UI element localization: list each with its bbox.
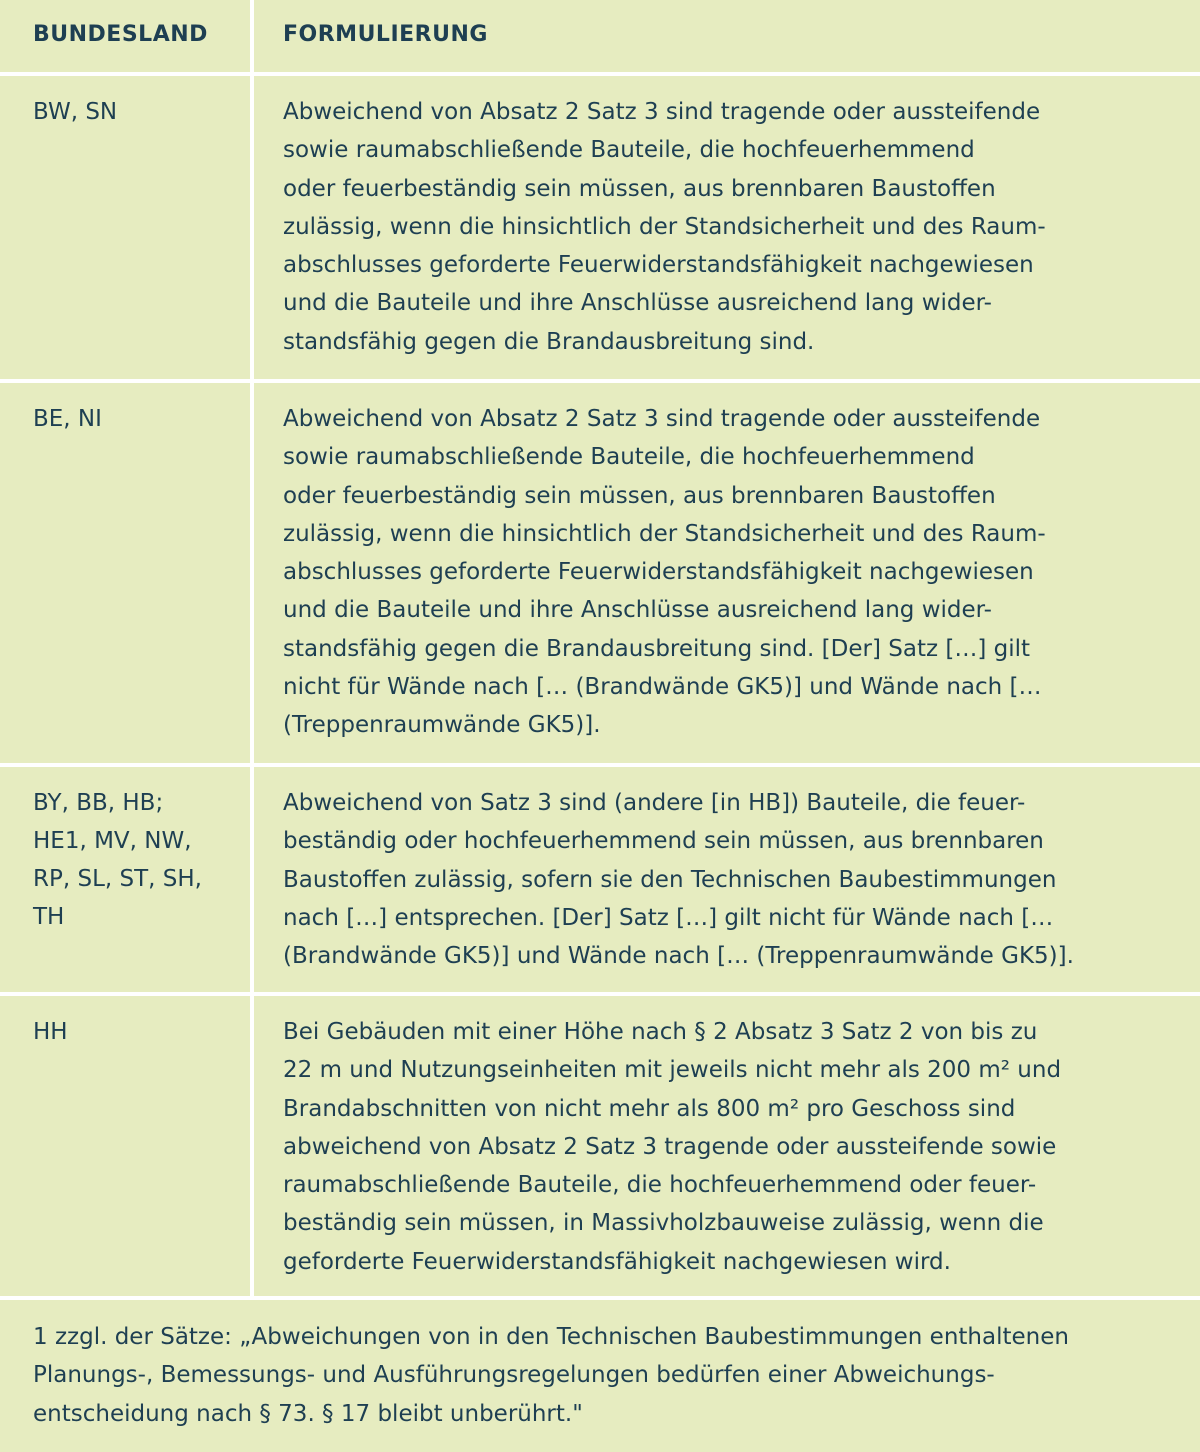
header-label-bundesland: BUNDESLAND bbox=[33, 22, 208, 47]
table-header-row bbox=[0, 0, 1200, 72]
text-cell bbox=[254, 767, 1200, 992]
land-label: HH bbox=[33, 1019, 68, 1045]
table-row bbox=[0, 76, 1200, 379]
column-divider bbox=[250, 0, 254, 1296]
regulation-text: Bei Gebäuden mit einer Höhe nach § 2 Absatz 3 Satz 2 von bis zu 22 m und Nutzungseinheiten mit jeweils nicht mehr als 200 m² und Brandabschnitten von nicht mehr als 800 m² pro Geschoss sind abweichend von Absatz 2 Satz 3 tragende oder aussteifende sowie raumabschließende Bauteile, die hochfeuerhemmend oder feuer- beständig sein müssen, in Massivholzbauweise zulässig, wenn die geforderte Feuerwiderstandsfähigkeit nachgewiesen wird. bbox=[283, 1019, 1062, 1275]
header-cell-formulierung bbox=[254, 0, 1200, 72]
land-cell bbox=[0, 767, 250, 992]
row-divider bbox=[0, 1296, 1200, 1300]
land-cell bbox=[0, 383, 250, 763]
land-cell bbox=[0, 996, 250, 1296]
table-row bbox=[0, 383, 1200, 763]
text-cell bbox=[254, 76, 1200, 379]
text-cell bbox=[254, 383, 1200, 763]
regulation-text: Abweichend von Absatz 2 Satz 3 sind tragende oder aussteifende sowie raumabschließende Bauteile, die hochfeuerhemmend oder feuerbeständig sein müssen, aus brennbaren Baustoffen zulässig, wenn die hinsichtlich der Standsicherheit und des Raum- abschlusses geforderte Feuerwiderstandsfähigkeit nachgewiesen und die Bauteile und ihre Anschlüsse ausreichend lang wider- standsfähig gegen die Brandausbreitung sind. [Der] Satz […] gilt nicht für Wände nach [… (Brandwände GK5)] und Wände nach [… (Treppenraumwände GK5)]. bbox=[283, 406, 1046, 739]
regulation-text: Abweichend von Satz 3 sind (andere [in HB]) Bauteile, die feuer- beständig oder hochfeuerhemmend sein müssen, aus brennbaren Baustoffen zulässig, sofern sie den Technischen Baubestimmungen nach […] entsprechen. [Der] Satz […] gilt nicht für Wände nach [… (Brandwände GK5)] und Wände nach [… (Treppenraumwände GK5)]. bbox=[283, 790, 1074, 970]
header-cell-bundesland bbox=[0, 0, 250, 72]
header-label-formulierung: FORMULIERUNG bbox=[283, 22, 488, 47]
regulation-text: Abweichend von Absatz 2 Satz 3 sind tragende oder aussteifende sowie raumabschließende Bauteile, die hochfeuerhemmend oder feuerbeständig sein müssen, aus brennbaren Baustoffen zulässig, wenn die hinsichtlich der Standsicherheit und des Raum- abschlusses geforderte Feuerwiderstandsfähigkeit nachgewiesen und die Bauteile und ihre Anschlüsse ausreichend lang wider- standsfähig gegen die Brandausbreitung sind. bbox=[283, 99, 1046, 355]
table-row bbox=[0, 767, 1200, 992]
land-cell bbox=[0, 76, 250, 379]
table-row bbox=[0, 996, 1200, 1296]
text-cell bbox=[254, 996, 1200, 1296]
footnote: 1 zzgl. der Sätze: „Abweichungen von in den Technischen Baubestimmungen enthaltenen Planungs-, Bemessungs- und Ausführungsregelungen bedürfen einer Abweichungs- entscheidung nach § 73. § 17 bleibt unberührt." bbox=[33, 1324, 1069, 1427]
land-label: BY, BB, HB; HE1, MV, NW, RP, SL, ST, SH, TH bbox=[33, 790, 202, 930]
land-label: BE, NI bbox=[33, 406, 102, 432]
land-label: BW, SN bbox=[33, 99, 118, 125]
